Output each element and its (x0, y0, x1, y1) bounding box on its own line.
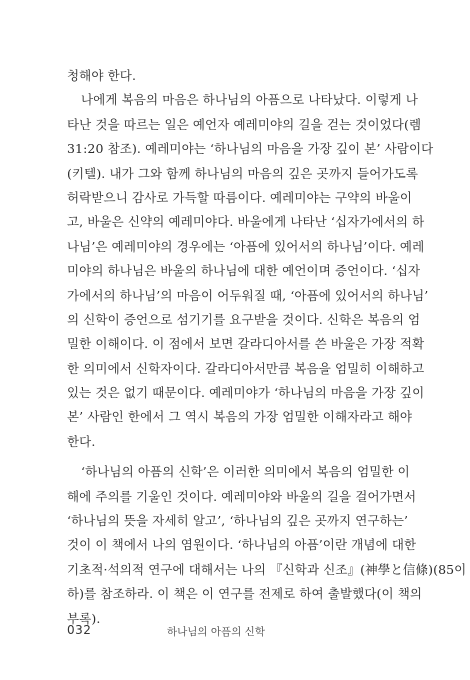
text-line: 해에 주의를 기울인 것이다. 예레미야와 바울의 길을 걸어가면서 (67, 488, 417, 504)
running-title: 하나님의 아픔의 신학 (167, 626, 265, 638)
text-line: 31:20 참조). 예레미야는 ‘하나님의 마음을 가장 깊이 본’ 사람이다 (67, 141, 434, 157)
text-line: ‘하나님의 아픔의 신학’은 이러한 의미에서 복음의 엄밀한 이 (81, 464, 410, 480)
text-line: 미야의 하나님은 바울의 하나님에 대한 예언이며 증언이다. ‘십자 (67, 263, 421, 279)
text-line: 허락받으니 감사로 가득할 따름이다. 예레미야는 구약의 바울이 (67, 189, 413, 205)
text-line: 있는 것은 없기 때문이다. 예레미야가 ‘하나님의 마음을 가장 깊이 (67, 385, 425, 401)
text-line: 것이 이 책에서 나의 염원이다. ‘하나님의 아픔’이란 개념에 대한 (67, 537, 417, 553)
text-line: 고, 바울은 신약의 예레미야다. 바울에게 나타난 ‘십자가에서의 하 (67, 214, 425, 230)
text-line: 의 신학이 증언으로 섬기기를 요구받을 것이다. 신학은 복음의 엄 (67, 311, 421, 327)
body-text (67, 64, 467, 631)
text-line: 기초적·석의적 연구에 대해서는 나의 『신학과 신조』(神學と信條)(85이 (67, 561, 467, 577)
text-line: 나님’은 예레미야의 경우에는 ‘아픔에 있어서의 하나님’이다. 예레 (67, 238, 425, 254)
page-number: 032 (67, 623, 92, 637)
text-line: 부록). (67, 610, 101, 626)
text-line: ‘하나님의 뜻을 자세히 알고’, ‘하나님의 깊은 곳까지 연구하는’ (67, 513, 409, 529)
text-line: 한 의미에서 신학자이다. 갈라디아서만큼 복음을 엄밀히 이해하고 (67, 360, 425, 376)
text-line: 나에게 복음의 마음은 하나님의 아픔으로 나타났다. 이렇게 나 (81, 92, 418, 108)
text-line: 한다. (67, 433, 96, 449)
text-line: 가에서의 하나님’의 마음이 어두워질 때, ‘아픔에 있어서의 하나님’ (67, 287, 429, 303)
text-line: 본’ 사람인 한에서 그 역시 복음의 가장 엄밀한 이해자라고 해야 (67, 409, 413, 425)
text-line: (키텔). 내가 그와 함께 하나님의 마음의 깊은 곳까지 들어가도록 (67, 165, 418, 181)
text-line: 타난 것을 따르는 일은 예언자 예레미야의 길을 걷는 것이었다(렘 (67, 116, 422, 132)
text-line: 밀한 이해이다. 이 점에서 보면 갈라디아서를 쓴 바울은 가장 적확 (67, 336, 425, 352)
text-line: 하)를 참조하라. 이 책은 이 연구를 전제로 하여 출발했다(이 책의 (67, 586, 423, 602)
text-line: 청해야 한다. (67, 68, 137, 83)
